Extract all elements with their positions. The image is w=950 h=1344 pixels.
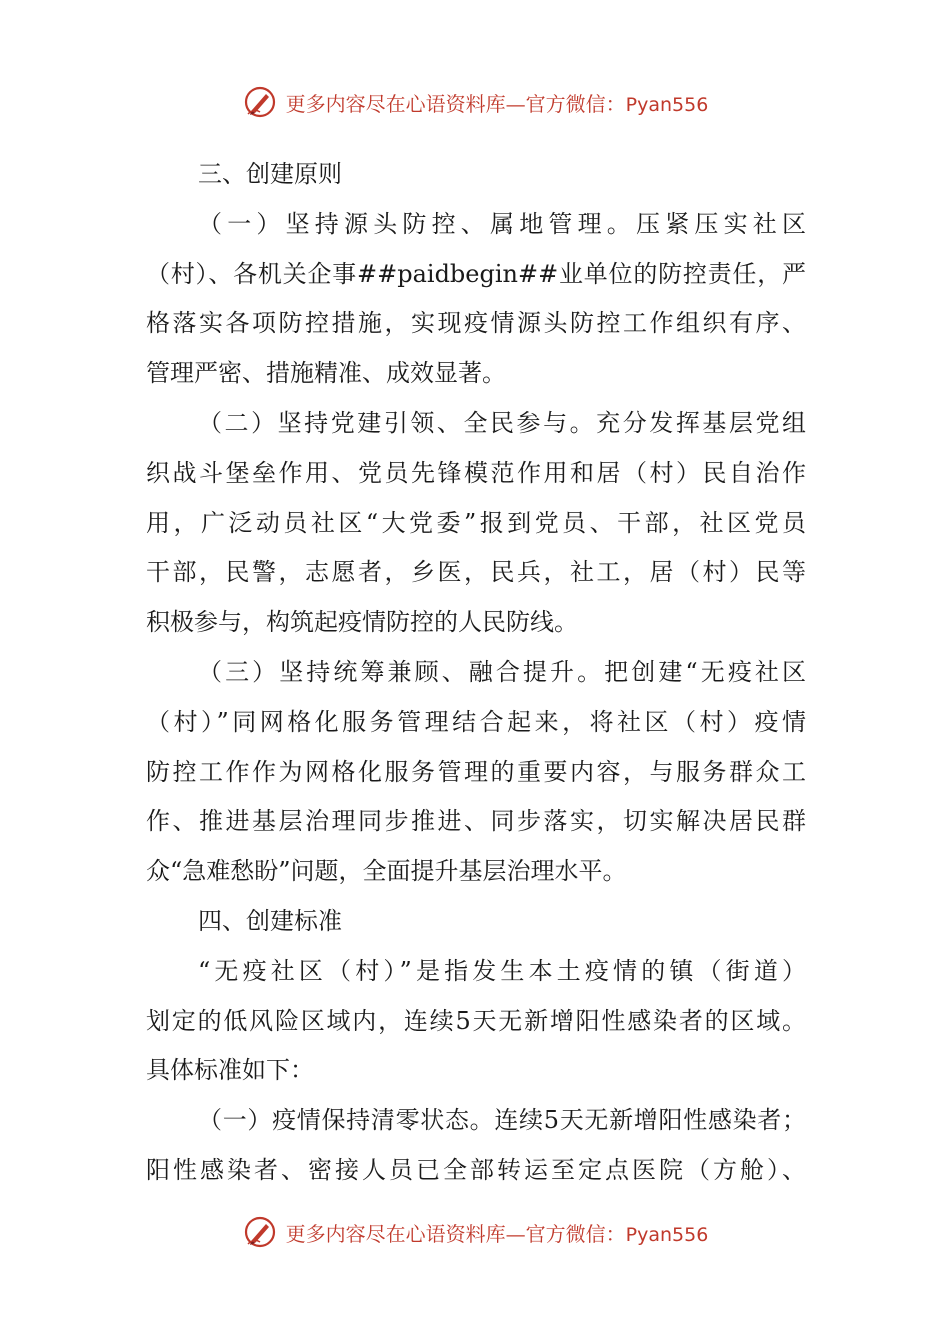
text-line: 用，广泛动员社区“大党委”报到党员、干部，社区党员 bbox=[146, 508, 806, 537]
text-line: 织战斗堡垒作用、党员先锋模范作用和居（村）民自治作 bbox=[146, 458, 806, 487]
text-line: 众“急难愁盼”问题，全面提升基层治理水平。 bbox=[146, 857, 627, 886]
text-line: 阳性感染者、密接人员已全部转运至定点医院（方舱）、 bbox=[146, 1155, 806, 1184]
text-line: 干部，民警，志愿者，乡医，民兵，社工，居（村）民等 bbox=[146, 558, 806, 587]
text-line: 防控工作作为网格化服务管理的重要内容，与服务群众工 bbox=[146, 757, 806, 786]
footer-banner-text: 更多内容尽在心语资料库—官方微信：Pyan556 bbox=[285, 1221, 709, 1246]
text-line: 积极参与，构筑起疫情防控的人民防线。 bbox=[146, 608, 578, 637]
header-wechat-id: Pyan556 bbox=[625, 93, 709, 116]
text-line: “无疫社区（村）”是指发生本土疫情的镇（街道） bbox=[198, 956, 806, 985]
text-line: （村）、各机关企事##paidbegin##业单位的防控责任，严 bbox=[146, 259, 806, 288]
text-line: 格落实各项防控措施，实现疫情源头防控工作组织有序、 bbox=[146, 309, 806, 338]
text-line: （一）疫情保持清零状态。连续5天无新增阳性感染者； bbox=[198, 1106, 806, 1135]
text-line: 作、推进基层治理同步推进、同步落实，切实解决居民群 bbox=[146, 807, 806, 836]
section-heading: 三、创建原则 bbox=[198, 160, 342, 188]
header-banner-text: 更多内容尽在心语资料库—官方微信：Pyan556 bbox=[285, 91, 709, 116]
text-line: （二）坚持党建引领、全民参与。充分发挥基层党组 bbox=[198, 408, 806, 437]
text-line: （村）”同网格化服务管理结合起来，将社区（村）疫情 bbox=[146, 707, 806, 736]
text-line: 管理严密、措施精准、成效显著。 bbox=[146, 359, 506, 388]
header-banner bbox=[0, 82, 950, 122]
footer-banner bbox=[0, 1212, 950, 1252]
pen-logo-icon bbox=[242, 84, 278, 120]
text-line: （三）坚持统筹兼顾、融合提升。把创建“无疫社区 bbox=[198, 657, 806, 686]
document-body bbox=[146, 150, 806, 1196]
section-heading: 四、创建标准 bbox=[198, 906, 342, 935]
pen-logo-icon bbox=[242, 1214, 278, 1250]
text-line: （一）坚持源头防控、属地管理。压紧压实社区 bbox=[198, 209, 806, 238]
footer-wechat-id: Pyan556 bbox=[625, 1223, 709, 1246]
text-line: 划定的低风险区域内，连续5天无新增阳性感染者的区域。 bbox=[146, 1006, 806, 1035]
text-line: 具体标准如下： bbox=[146, 1056, 314, 1085]
